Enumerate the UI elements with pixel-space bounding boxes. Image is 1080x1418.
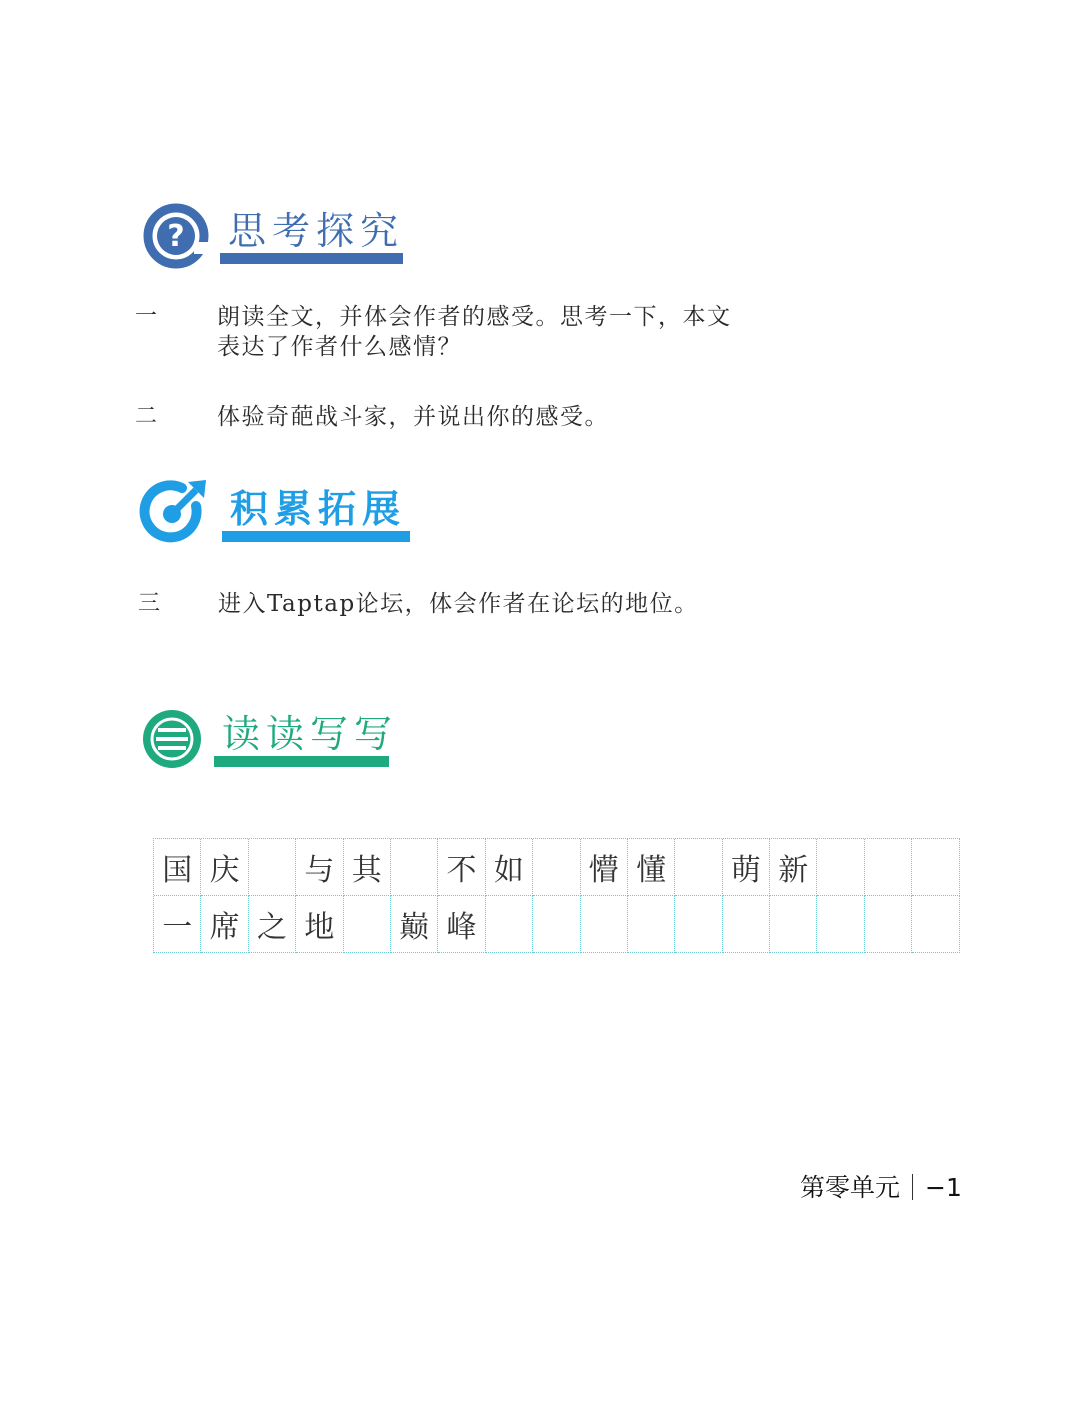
arrow-target-icon bbox=[138, 476, 210, 548]
grid-cell bbox=[675, 896, 722, 953]
grid-cell bbox=[817, 896, 864, 953]
grid-row bbox=[154, 896, 960, 953]
section-underline bbox=[220, 253, 403, 264]
grid-cell: 庆 bbox=[201, 839, 248, 896]
grid-cell bbox=[249, 839, 296, 896]
grid-cell: 巅 bbox=[391, 896, 438, 953]
grid-cell bbox=[723, 896, 770, 953]
grid-cell bbox=[912, 839, 959, 896]
section-title-readwrite: 读读写写 bbox=[222, 712, 399, 756]
grid-row bbox=[154, 839, 960, 896]
grid-cell bbox=[675, 839, 722, 896]
grid-cell bbox=[391, 839, 438, 896]
section-title-accumulate: 积累拓展 bbox=[230, 486, 407, 531]
grid-cell bbox=[533, 839, 580, 896]
question-item-3 bbox=[138, 589, 838, 619]
grid-cell: 萌 bbox=[723, 839, 770, 896]
grid-cell bbox=[581, 896, 628, 953]
grid-cell: 新 bbox=[770, 839, 817, 896]
grid-cell: 国 bbox=[154, 839, 201, 896]
question-text-line: 表达了作者什么感情？ bbox=[217, 334, 462, 360]
question-number: 二 bbox=[135, 404, 159, 429]
section-underline bbox=[214, 756, 389, 767]
footer-divider bbox=[912, 1174, 913, 1200]
grid-cell: 地 bbox=[296, 896, 343, 953]
grid-cell: 之 bbox=[249, 896, 296, 953]
grid-cell bbox=[344, 896, 391, 953]
grid-cell: 不 bbox=[438, 839, 485, 896]
question-item-1 bbox=[135, 302, 835, 362]
grid-cell: 懂 bbox=[628, 839, 675, 896]
grid-cell bbox=[486, 896, 533, 953]
grid-cell bbox=[533, 896, 580, 953]
section-underline bbox=[222, 531, 410, 542]
grid-cell bbox=[628, 896, 675, 953]
question-mark-icon bbox=[142, 202, 210, 270]
page-number: −1 bbox=[925, 1173, 962, 1202]
grid-cell: 峰 bbox=[438, 896, 485, 953]
grid-cell bbox=[865, 839, 912, 896]
section-title-thinking: 思考探究 bbox=[228, 209, 405, 253]
question-text-line: 朗读全文，并体会作者的感受。思考一下，本文 bbox=[217, 304, 732, 330]
grid-cell: 其 bbox=[344, 839, 391, 896]
question-text-line: 体验奇葩战斗家，并说出你的感受。 bbox=[217, 404, 609, 430]
svg-text:?: ? bbox=[167, 219, 185, 254]
lines-icon bbox=[139, 706, 205, 772]
grid-cell: 与 bbox=[296, 839, 343, 896]
grid-cell bbox=[912, 896, 959, 953]
grid-cell: 一 bbox=[154, 896, 201, 953]
grid-cell: 懵 bbox=[581, 839, 628, 896]
grid-cell bbox=[865, 896, 912, 953]
word-writing-grid bbox=[153, 838, 960, 953]
question-number: 三 bbox=[138, 591, 162, 616]
grid-cell: 席 bbox=[201, 896, 248, 953]
grid-cell bbox=[770, 896, 817, 953]
question-text-line: 进入Taptap论坛，体会作者在论坛的地位。 bbox=[218, 591, 699, 617]
question-number: 一 bbox=[135, 304, 159, 329]
unit-label: 第零单元 bbox=[800, 1173, 901, 1202]
grid-cell bbox=[817, 839, 864, 896]
page-footer bbox=[800, 1168, 962, 1204]
grid-cell: 如 bbox=[486, 839, 533, 896]
question-item-2 bbox=[135, 402, 835, 432]
